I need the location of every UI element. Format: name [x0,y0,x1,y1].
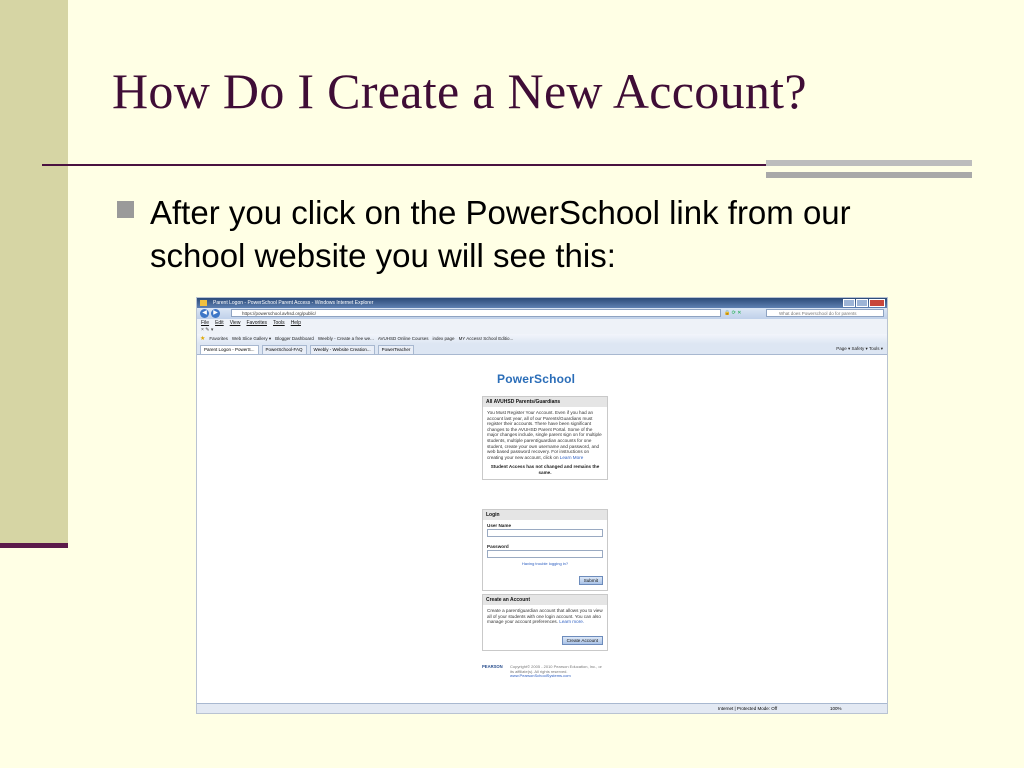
forward-arrow-icon[interactable]: ▶ [211,309,220,318]
search-input[interactable]: What does Powerschool do for parents [766,309,884,317]
student-access-note: Student Access has not changed and remains the same. [490,464,600,475]
tab-powerteacher[interactable]: PowerTeacher [378,345,415,355]
address-input[interactable]: https://powerschool.avhsd.org/public/ [231,309,721,317]
create-account-heading: Create an Account [483,595,607,605]
toolbar-row: × ✎ ▾ [197,327,887,334]
tab-weebly[interactable]: Weebly - Website Creation... [310,345,375,355]
zoom-level[interactable]: 100% [830,706,842,711]
command-bar[interactable]: Page ▾ Safety ▾ Tools ▾ [836,346,883,351]
info-box-heading: All AVUHSD Parents/Guardians [483,397,607,407]
decorative-side-bar-base [0,543,68,548]
maximize-button[interactable] [856,299,868,307]
address-bar-row [197,308,887,319]
page-content [197,365,887,705]
menu-help[interactable]: Help [290,320,301,326]
submit-button[interactable]: Submit [579,576,603,585]
tab-bar [197,344,887,355]
browser-screenshot [196,297,888,714]
pearson-logo: PEARSON [482,664,503,669]
favorite-link[interactable]: MY Access! School Editio... [458,336,514,341]
login-heading: Login [483,510,607,520]
close-button[interactable] [869,299,885,307]
tab-parent-logon[interactable]: Parent Logon - PowerS... [200,345,259,355]
menu-edit[interactable]: Edit [215,320,224,326]
favorite-link[interactable]: Web Slice Gallery ▾ [231,336,272,341]
favorites-button[interactable]: Favorites [209,336,228,341]
bullet-square-icon [117,201,134,218]
username-label: User Name [487,523,512,528]
title-rule-accent-top [766,160,972,166]
powerschool-logo: PowerSchool [497,372,576,386]
window-title-bar [197,298,887,308]
pearson-site-link[interactable]: www.PearsonSchoolSystems.com [510,673,571,679]
back-arrow-icon[interactable]: ◀ [200,309,209,318]
trouble-logging-in-link[interactable]: Having trouble logging in? [521,561,569,566]
favorite-link[interactable]: Weebly - Create a free we... [317,336,374,341]
ie-window-icon [200,300,207,306]
menu-view[interactable]: View [229,320,241,326]
create-account-body: Create a parent/guardian account that allows you to view all of your students with one login account. You can also manage your account preferences. [487,608,603,625]
lock-refresh-stop-icons[interactable]: 🔒 ⟳ ✕ [724,310,742,316]
window-title: Parent Logon - PowerSchool Parent Access - Windows Internet Explorer [213,300,374,306]
tab-powerschool-faq[interactable]: PowerSchool-FAQ [262,345,307,355]
page-footer [482,665,606,679]
security-zone: Internet | Protected Mode: Off [718,706,778,711]
create-learn-more-link[interactable]: Learn more. [559,619,585,625]
favorite-link[interactable]: Blogger Dashboard [275,336,314,341]
favorite-link[interactable]: AVUHSD Online Courses [377,336,429,341]
create-account-box [482,594,608,651]
menu-file[interactable]: File [201,320,210,326]
learn-more-link[interactable]: Learn More [559,454,584,460]
decorative-side-bar [0,0,68,548]
menu-tools[interactable]: Tools [273,320,285,326]
menu-bar [197,319,887,327]
status-bar [197,703,887,713]
favorites-star-icon[interactable]: ★ [200,336,206,342]
menu-favorites[interactable]: Favorites [246,320,267,326]
info-box [482,396,608,480]
create-account-button[interactable]: Create Account [562,636,603,645]
login-box [482,509,608,591]
minimize-button[interactable] [843,299,855,307]
favorite-link[interactable]: index page [432,336,455,341]
password-input[interactable] [487,550,603,558]
bullet-text: After you click on the PowerSchool link from our school website you will see this: [150,194,851,274]
username-input[interactable] [487,529,603,537]
info-box-body: You Must Register Your Account. Even if you had an account last year, all of our Parents/Guardians must register their accounts. There have been significant changes to the AVUHSD Parent Portal. Some of the major changes include, single parent sign on for multiple students, multiple parent/guardian accounts for one student, create your own username and password, and web based password recovery. For instructions on creating your new account, click on [487,410,602,460]
password-label: Password [487,544,509,549]
title-rule-accent-bottom [766,172,972,178]
title-rule [42,164,772,166]
copyright-text: Copyright© 2005 - 2010 Pearson Education, Inc., or its affiliate(s). All rights reserved. [510,664,602,674]
slide-title: How Do I Create a New Account? [112,63,807,119]
favorites-bar [197,334,887,344]
